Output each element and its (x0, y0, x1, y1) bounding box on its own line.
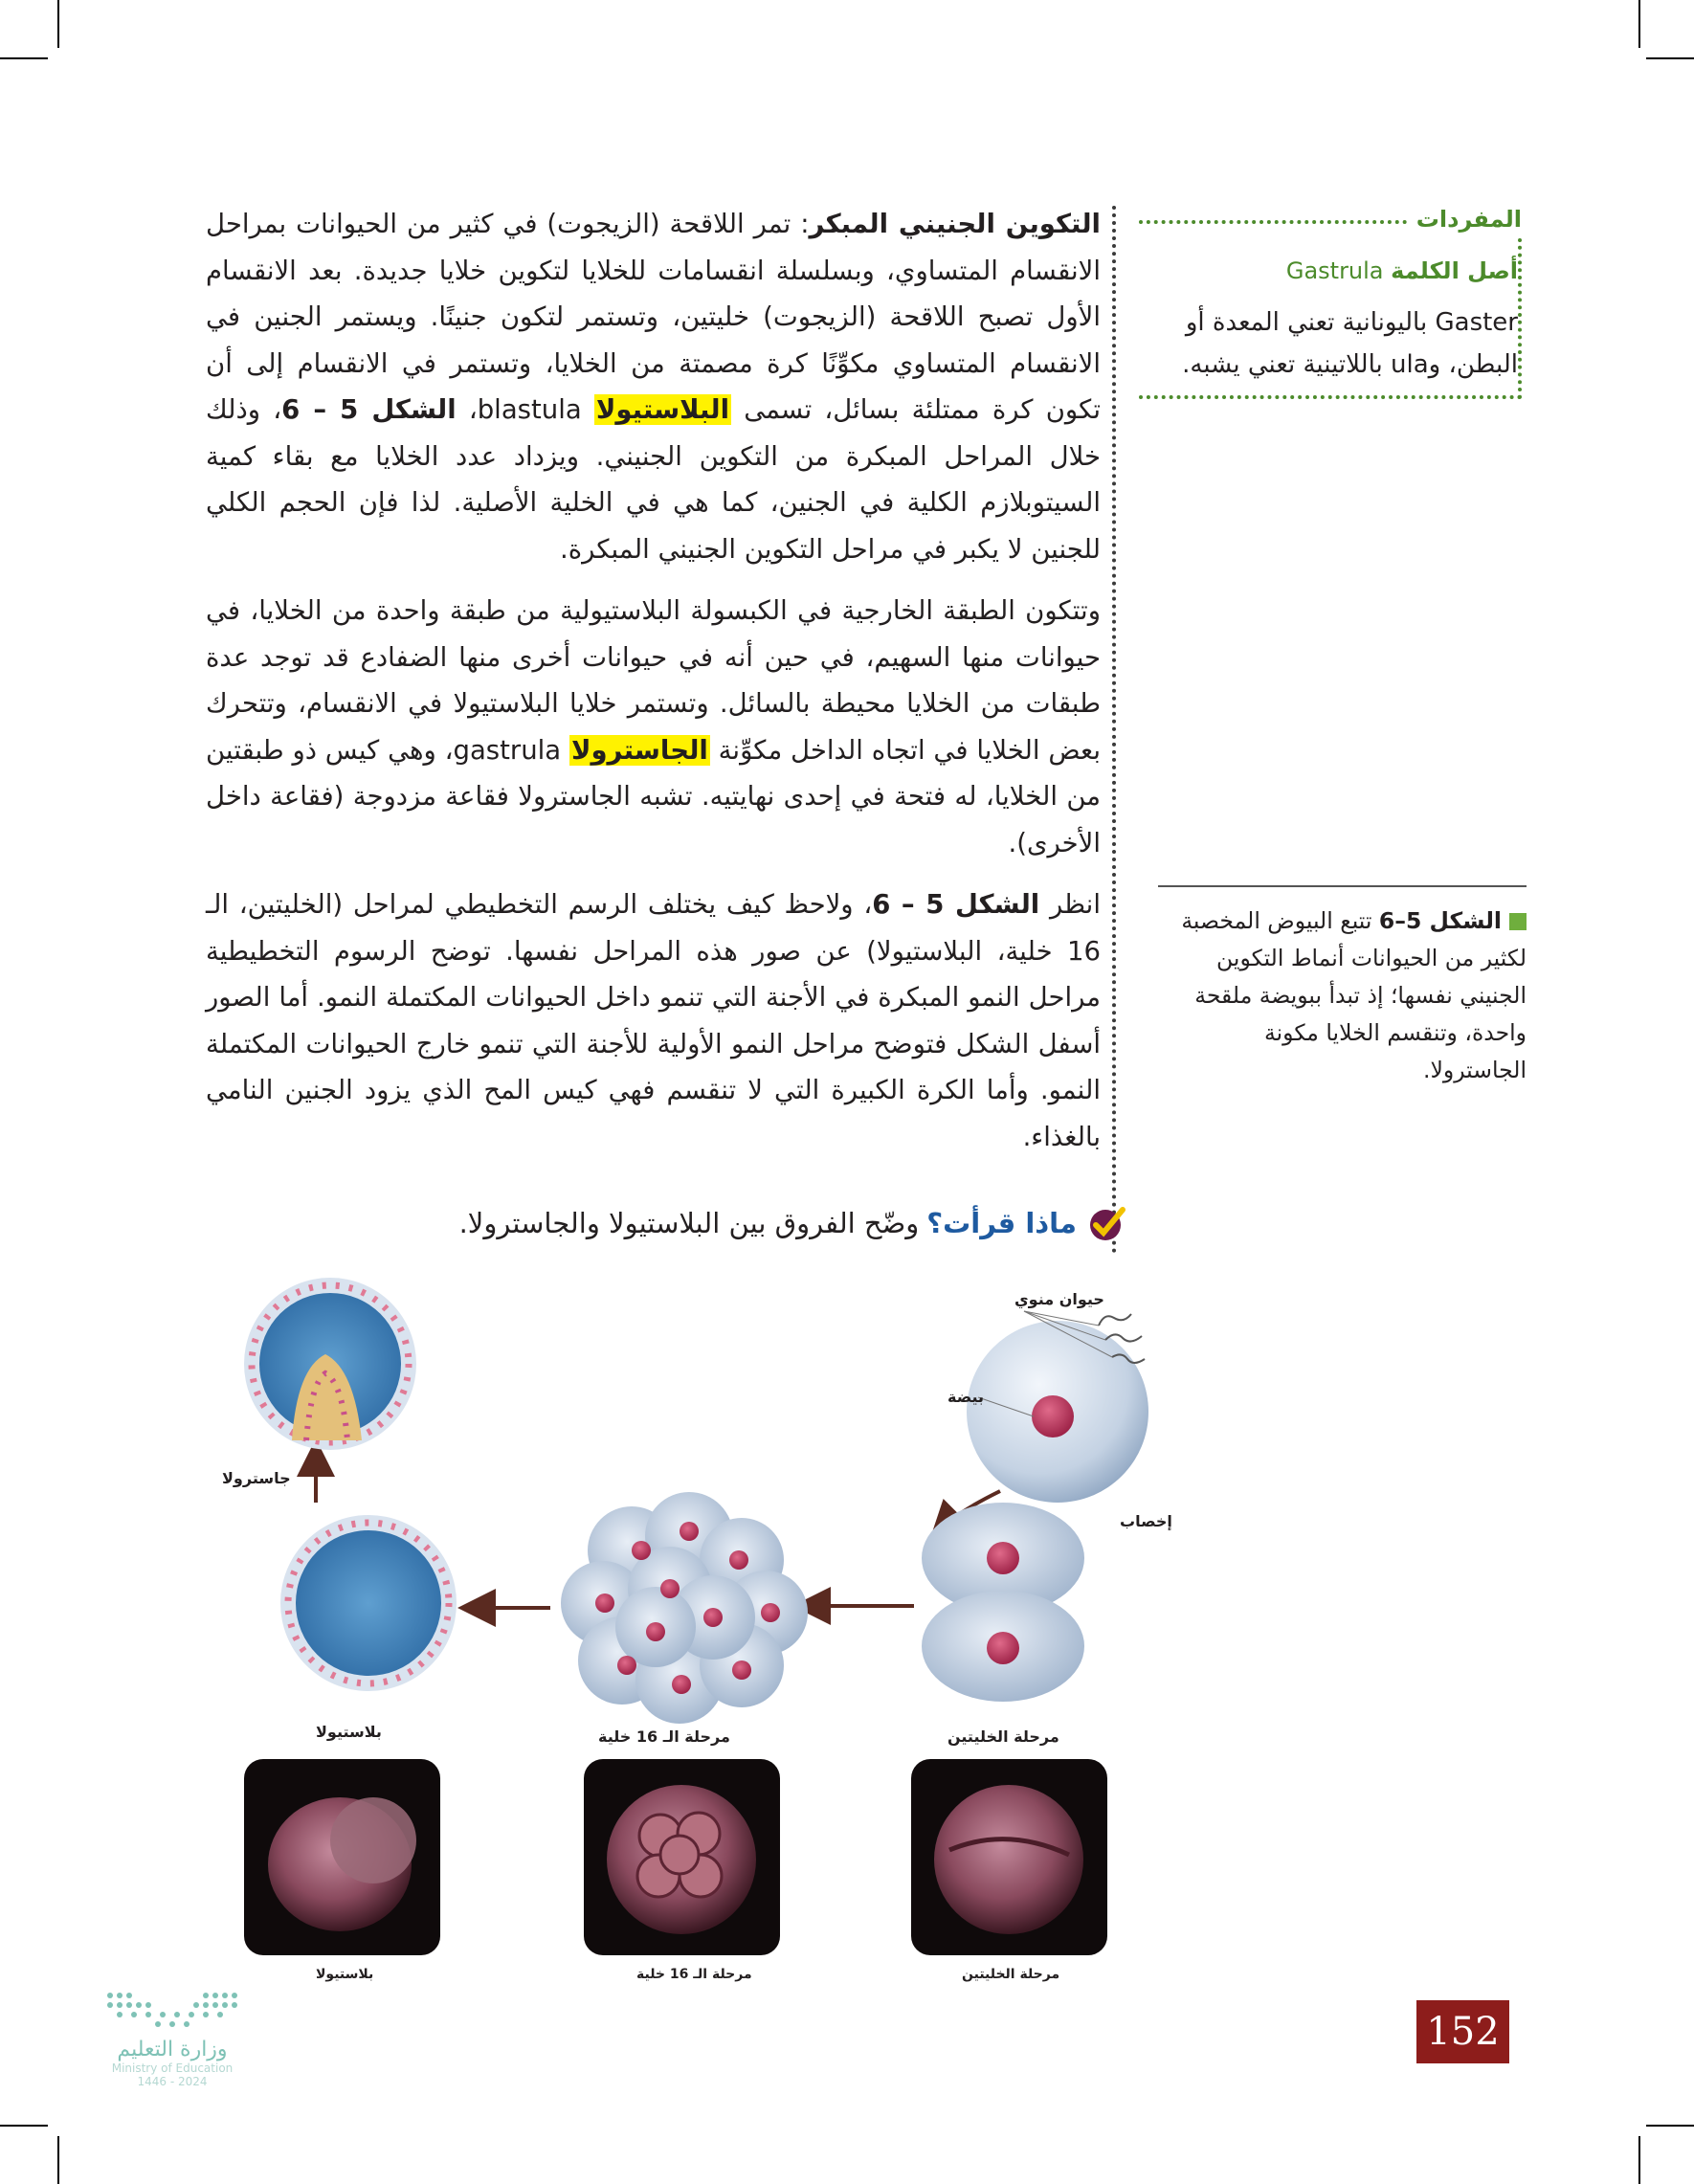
micrograph-sixteen-cell (584, 1759, 780, 1955)
crop-mark (57, 0, 59, 48)
page-number: 152 (1416, 2000, 1509, 2063)
micrograph-blastula (244, 1759, 440, 1955)
crop-mark (57, 2136, 59, 2184)
edition-year: 2024 - 1446 (137, 2075, 208, 2088)
photo-sixteen-cell-label: مرحلة الـ 16 خلية (636, 1967, 752, 1982)
highlight-gastrula: الجاسترولا (570, 734, 708, 766)
figure-caption: الشكل 5–6 تتبع البيوض المخصبة لكثير من الحيوانات أنماط التكوين الجنيني نفسها؛ إذ تبدأ ببويضة ملقحة واحدة، وتنقسم الخلايا مكونة الجاسترولا. (1158, 885, 1527, 1089)
figure-reference: الشكل 5 – 6 (872, 889, 1040, 920)
crop-mark (1646, 57, 1694, 59)
blastula-label: بلاستيولا (316, 1723, 382, 1741)
reading-check-label: ماذا قرأت؟ (926, 1207, 1077, 1239)
two-cell-label: مرحلة الخليتين (947, 1727, 1059, 1746)
crop-mark (1638, 2136, 1640, 2184)
sperm-label: حيوان منوي (1014, 1290, 1104, 1308)
crop-mark (1638, 0, 1640, 48)
reading-check (459, 1204, 1126, 1242)
word-origin: أصل الكلمة Gastrula (1285, 257, 1518, 284)
egg-diagram (967, 1311, 1148, 1503)
photo-two-cell-label: مرحلة الخليتين (962, 1967, 1060, 1982)
column-divider (1112, 206, 1116, 1254)
figure-reference: الشكل 5 – 6 (281, 394, 457, 425)
blastula-diagram (280, 1515, 457, 1691)
crop-mark (0, 57, 48, 59)
highlight-blastula: البلاستيولا (595, 394, 729, 425)
embryo-development-figure (191, 1273, 1244, 2019)
sixteen-cell-diagram (561, 1492, 808, 1724)
term-early-development: التكوين الجنيني المبكر (809, 209, 1101, 239)
ministry-logo (77, 1986, 268, 2088)
gastrula-diagram (244, 1278, 416, 1450)
checkmark-icon (1084, 1204, 1126, 1242)
reading-check-text: وضّح الفروق بين البلاستيولا والجاسترولا. (458, 1207, 920, 1239)
ministry-dots-icon (91, 1986, 254, 2034)
two-cell-diagram (922, 1503, 1084, 1702)
photo-blastula-label: بلاستيولا (316, 1967, 374, 1982)
caption-square-icon (1509, 913, 1527, 930)
crop-mark (1646, 2125, 1694, 2127)
vocabulary-definition: Gaster باليونانية تعني المعدة أو البطن، وula باللاتينية تعني يشبه. (1182, 308, 1518, 379)
ministry-english-name: Ministry of Education (111, 2061, 234, 2075)
fertilization-label: إخصاب (1120, 1512, 1172, 1530)
vocabulary-header: المفردات (1139, 206, 1522, 233)
sixteen-cell-label: مرحلة الـ 16 خلية (598, 1727, 730, 1746)
ministry-arabic-name: وزارة التعليم (117, 2038, 228, 2061)
gastrula-label: جاسترولا (222, 1469, 291, 1487)
micrograph-two-cell (911, 1759, 1107, 1955)
crop-mark (0, 2125, 48, 2127)
paragraph-early-development: التكوين الجنيني المبكر: تمر اللاقحة (الزيجوت) في كثير من الحيوانات بمراحل الانقسام المتساوي، وبسلسلة انقسامات للخلايا لتكوين خلايا جديدة. بعد الانقسام الأول تصبح اللاقحة (الزيجوت) خليتين، وتستمر لتكون جنينًا. ويستمر الجنين في الانقسام المتساوي مكوِّنًا كرة مصمتة من الخلايا، وتستمر في الانقسام إلى أن تكون كرة ممتلئة بسائل، تسمى البلاستيولا blastula، الشكل 5 – 6، وذلك خلال المراحل المبكرة من التكوين الجنيني. ويزداد عدد الخلايا مع بقاء كمية السيتوبلازم الكلية في الجنين، كما هي في الخلية الأصلية. لذا فإن الحجم الكلي للجنين لا يكبر في مراحل التكوين الجنيني المبكرة. (206, 209, 1101, 565)
egg-label: بيضة (947, 1388, 985, 1406)
paragraph-gastrula: وتتكون الطبقة الخارجية في الكبسولة البلاستيولية من طبقة واحدة من الخلايا، في حيوانات منها السهيم، في حين أنه في حيوانات أخرى منها الضفادع قد توجد عدة طبقات من الخلايا محيطة بالسائل. وتستمر خلايا البلاستيولا في الانقسام، وتتحرك بعض الخلايا في اتجاه الداخل مكوِّنة الجاسترولا gastrula، وهي كيس ذو طبقتين من الخلايا، له فتحة في إحدى نهايتيه. تشبه الجاسترولا فقاعة مزدوجة (فقاعة داخل الأخرى). (206, 595, 1101, 858)
vocabulary-box (1139, 206, 1522, 399)
paragraph-figure-note: انظر الشكل 5 – 6، ولاحظ كيف يختلف الرسم التخطيطي لمراحل (الخليتين، الـ 16 خلية، البلاستيولا) عن صور هذه المراحل نفسها. توضح الرسوم التخطيطية مراحل النمو المبكرة في الأجنة التي تنمو داخل الحيوانات المكتملة النمو. أما الصور أسفل الشكل فتوضح مراحل النمو الأولية للأجنة التي تنمو خارج الحيوانات المكتملة النمو. وأما الكرة الكبيرة التي لا تنقسم فهي كيس المح الذي يزود الجنين النامي بالغذاء. (206, 889, 1101, 1152)
main-text-column (206, 201, 1101, 1175)
